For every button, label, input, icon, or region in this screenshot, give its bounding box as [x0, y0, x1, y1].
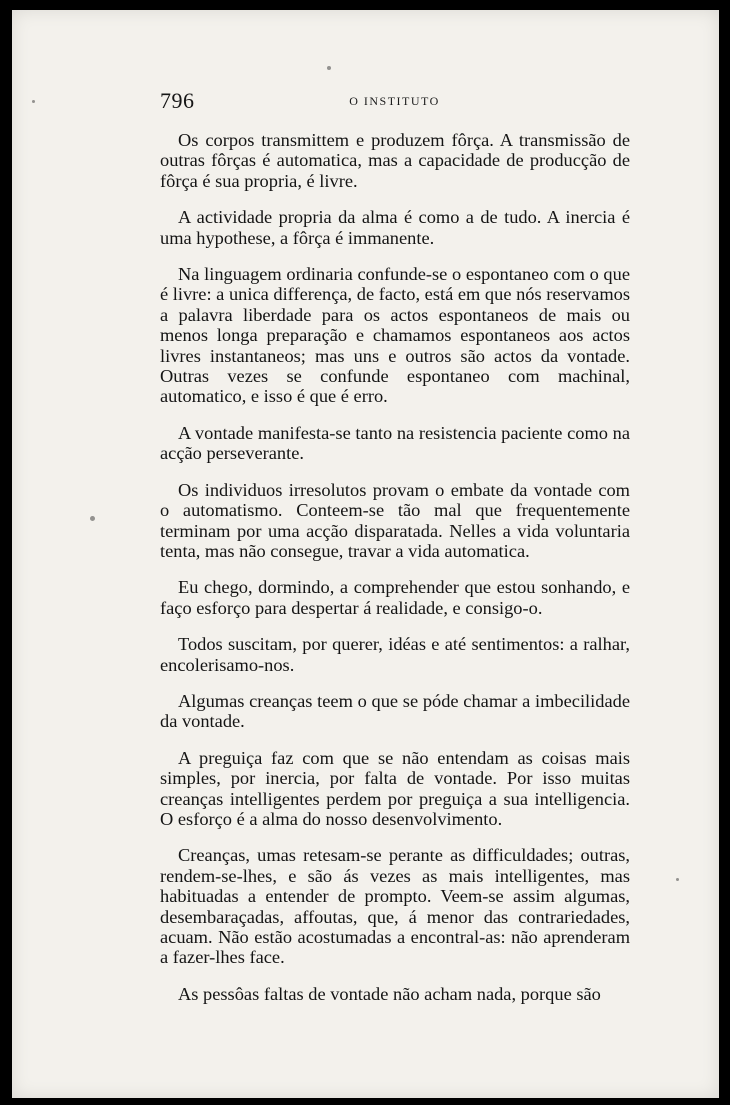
page-header — [160, 88, 629, 112]
paragraph: Os corpos transmittem e produzem fôrça. A transmissão de outras fôrças é automatica, mas a capacidade de producção de fôrça é sua propria, é livre. — [160, 130, 630, 191]
ink-speck — [90, 516, 95, 521]
paragraph: Na linguagem ordinaria confunde-se o espontaneo com o que é livre: a unica differença, de facto, está em que nós reservamos a palavra liberdade para os actos espontaneos de mais ou menos longa preparação e chamamos espontaneos aos actos livres instantaneos; mas uns e outros são actos da vontade. Outras vezes se confunde espontaneo com machinal, automatico, e isso é que é erro. — [160, 264, 630, 407]
paragraph: Creanças, umas retesam-se perante as difficuldades; outras, rendem-se-lhes, e são ás vezes as mais intelligentes, mas habituadas a entender de prompto. Veem-se assim algumas, desembaraçadas, affoutas, que, á menor das contrariedades, acuam. Não estão acostumadas a encontral-as: não aprenderam a fazer-lhes face. — [160, 845, 630, 968]
ink-speck — [327, 66, 331, 70]
body-text — [160, 130, 630, 1020]
paragraph: Eu chego, dormindo, a comprehender que estou sonhando, e faço esforço para despertar á realidade, e consigo-o. — [160, 577, 630, 618]
paragraph: A vontade manifesta-se tanto na resistencia paciente como na acção perseverante. — [160, 422, 630, 464]
ink-speck — [32, 100, 35, 103]
paragraph: A actividade propria da alma é como a de tudo. A inercia é uma hypothese, a fôrça é immanente. — [160, 207, 630, 248]
running-title: O INSTITUTO — [349, 94, 440, 108]
paragraph: As pessôas faltas de vontade não acham nada, porque são — [178, 983, 601, 1004]
book-page — [12, 10, 719, 1098]
paragraph: Algumas creanças teem o que se póde chamar a imbecilidade da vontade. — [160, 690, 630, 732]
paragraph: Todos suscitam, por querer, idéas e até sentimentos: a ralhar, encolerisamo-nos. — [160, 634, 630, 675]
page-number: 796 — [160, 88, 195, 113]
ink-speck — [676, 878, 679, 881]
paragraph: A preguiça faz com que se não entendam as coisas mais simples, por inercia, por falta de vontade. Por isso muitas creanças intelligentes perdem por preguiça a sua intelligencia. O esforço é a alma do nosso desenvolvimento. — [160, 747, 630, 829]
paragraph: Os individuos irresolutos provam o embate da vontade com o automatismo. Conteem-se tão mal que frequentemente terminam por uma acção disparatada. Nelles a vida voluntaria tenta, mas não consegue, travar a vida automatica. — [160, 479, 630, 561]
